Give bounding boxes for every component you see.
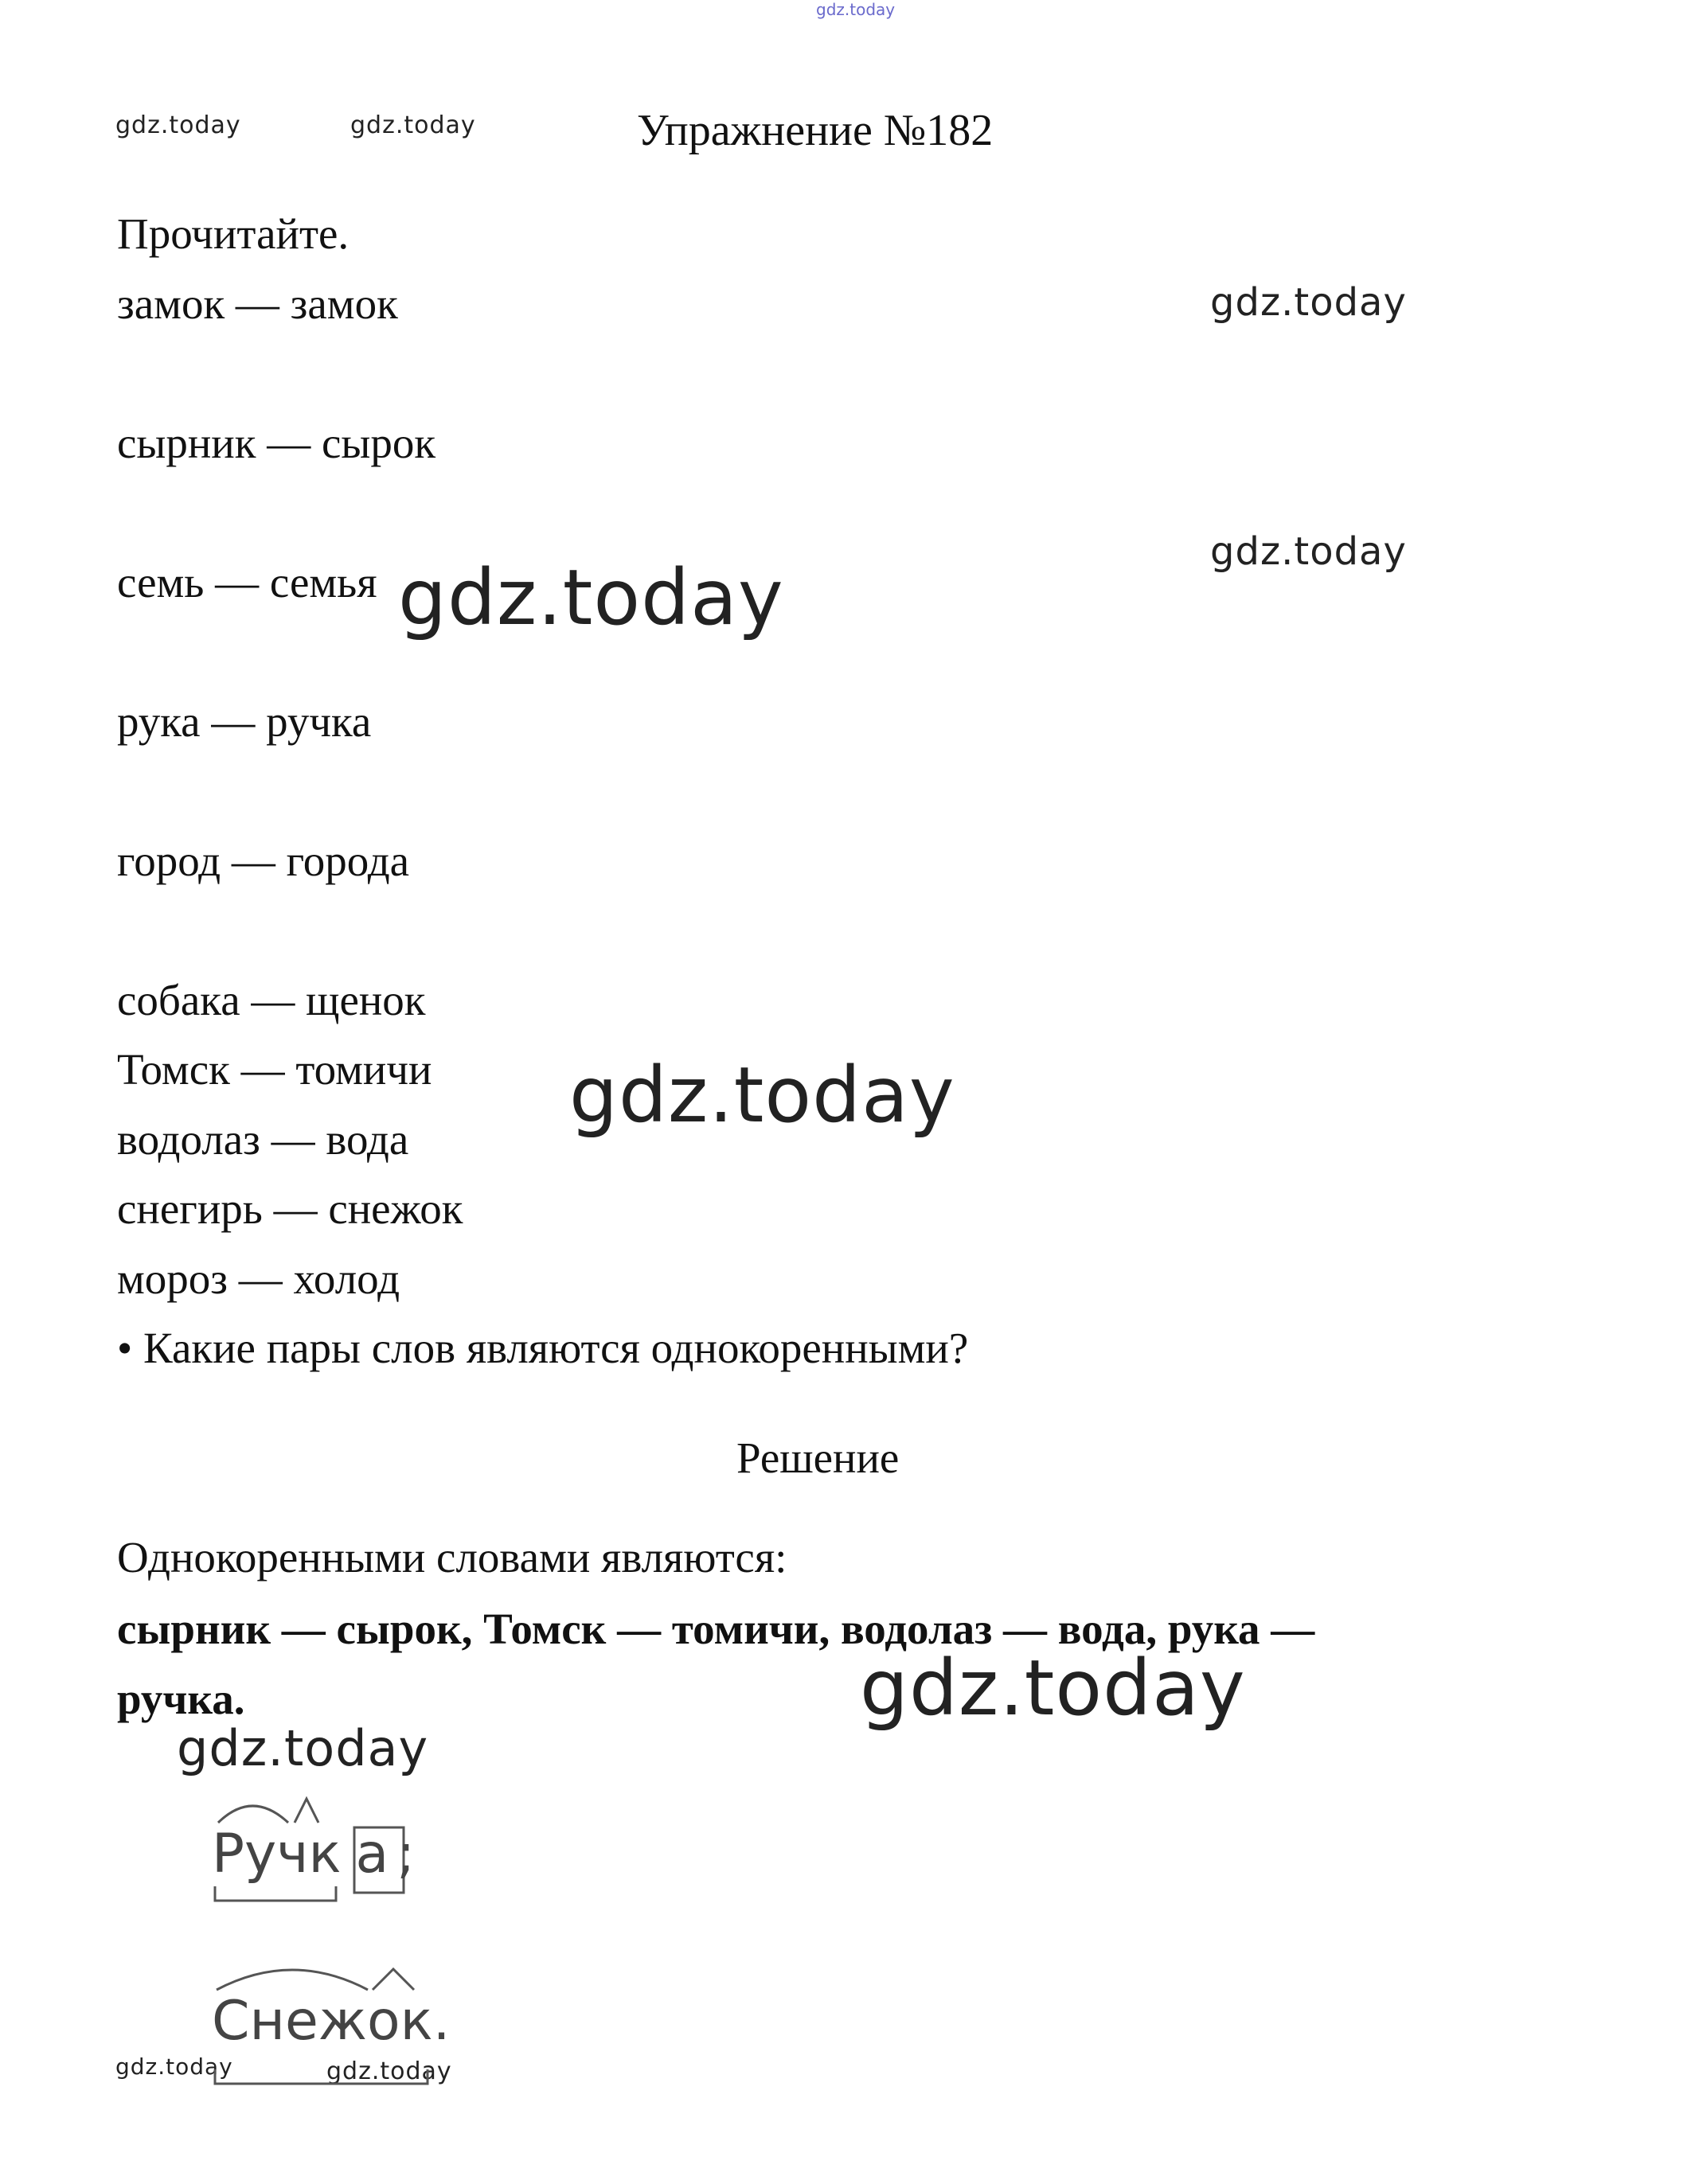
word-pair: Томск — томичи <box>117 1045 432 1094</box>
morpheme-diagram <box>209 1958 479 2093</box>
watermark: gdz.today <box>177 1719 429 1777</box>
watermark: gdz.today <box>115 111 241 139</box>
suffix-caret <box>295 1799 318 1823</box>
word-pair: мороз — холод <box>117 1254 400 1303</box>
morpheme-diagram <box>209 1783 463 1910</box>
watermark: gdz.today <box>326 2057 452 2085</box>
morpheme-word: Снежок. <box>212 1990 451 2053</box>
question: • Какие пары слов являются однокоренными? <box>117 1324 969 1372</box>
solution-heading: Решение <box>736 1433 900 1482</box>
word-pair: город — города <box>117 837 410 885</box>
word-pair: сырник — сырок <box>117 419 436 467</box>
page-title: Упражнение №182 <box>637 106 994 155</box>
watermark: gdz.today <box>1210 529 1407 574</box>
watermark: gdz.today <box>115 2053 233 2080</box>
root-arc <box>218 1806 288 1823</box>
stem-bracket <box>215 1886 336 1901</box>
watermark: gdz.today <box>1210 280 1407 325</box>
root-arc <box>217 1970 368 1990</box>
stem-bracket <box>215 2069 428 2084</box>
word-pair: снегирь — снежок <box>117 1184 463 1233</box>
word-pair: водолаз — вода <box>117 1115 409 1164</box>
answer-intro: Однокоренными словами являются: <box>117 1533 787 1581</box>
instruction: Прочитайте. <box>117 209 350 258</box>
word-pair: замок — замок <box>117 279 398 328</box>
watermark: gdz.today <box>816 0 896 19</box>
suffix-caret <box>373 1969 414 1990</box>
watermark: gdz.today <box>860 1644 1246 1733</box>
watermark: gdz.today <box>569 1051 955 1140</box>
answer-text: ручка. <box>117 1675 245 1723</box>
watermark: gdz.today <box>398 553 784 642</box>
morpheme-word: Ручк а ; <box>212 1823 416 1886</box>
word-pair: собака — щенок <box>117 976 426 1024</box>
watermark: gdz.today <box>350 111 476 139</box>
word-pair: рука — ручка <box>117 697 372 746</box>
answer-text: сырник — сырок, Томск — томичи, водолаз — вода, рука — <box>117 1605 1315 1653</box>
word-pair: семь — семья <box>117 558 377 606</box>
